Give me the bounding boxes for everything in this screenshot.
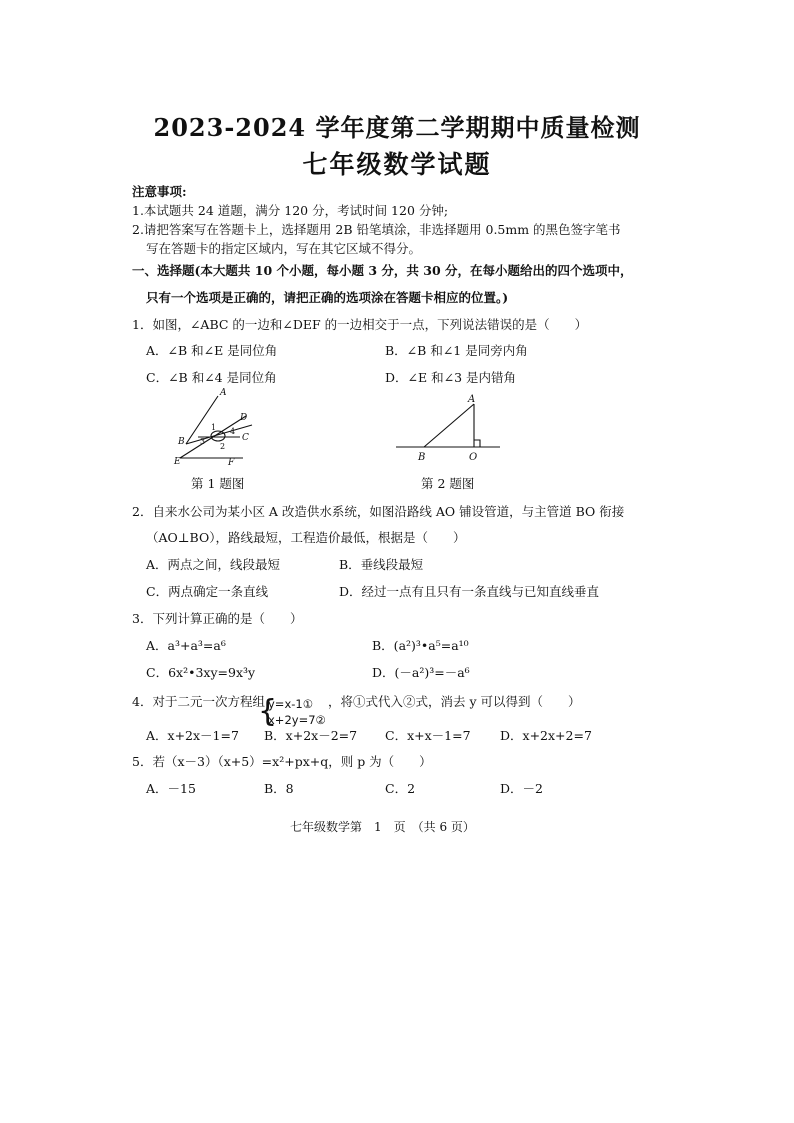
q5-option-d: D．－2 [500, 781, 543, 796]
q2-option-a: A．两点之间，线段最短 [146, 557, 281, 572]
note-2b: 写在答题卡的指定区域内，写在其它区域不得分。 [146, 241, 422, 256]
note-2a: 2.请把答案写在答题卡上，选择题用 2B 铅笔填涂，非选择题用 0.5mm 的黑色签字笔书 [132, 222, 621, 237]
section1-line1: 一、选择题(本大题共 10 个小题，每小题 3 分，共 30 分，在每小题给出的四个选项中， [132, 263, 633, 278]
fig1-angle-2: 2 [220, 442, 226, 451]
q5-stem: 5．若（x－3）（x+5）=x²+px+q，则 p 为（ ） [132, 754, 432, 769]
q3-option-a: A．a³+a³=a⁶ [146, 638, 226, 653]
figure-1-caption: 第 1 题图 [191, 476, 245, 491]
note-1: 1.本试题共 24 道题，满分 120 分，考试时间 120 分钟; [132, 203, 449, 218]
q5-option-b: B．8 [264, 781, 294, 796]
q4-option-c: C．x+x－1=7 [385, 728, 471, 743]
q1-option-c: C．∠B 和∠4 是同位角 [146, 370, 277, 385]
fig1-label-b: B [178, 437, 185, 447]
q2-option-c: C．两点确定一条直线 [146, 584, 269, 599]
q1-option-a: A．∠B 和∠E 是同位角 [146, 343, 278, 358]
q3-option-d: D．(－a²)³=－a⁶ [372, 665, 470, 680]
fig2-right-angle [474, 440, 480, 447]
q2-option-d: D．经过一点有且只有一条直线与已知直线垂直 [339, 584, 600, 599]
q4-equation-1: y=x-1① [268, 697, 314, 711]
exam-title: 2023-2024 学年度第二学期期中质量检测 [153, 113, 641, 142]
figure-2 [392, 390, 504, 466]
fig1-label-f: F [228, 458, 235, 466]
figure-2-caption: 第 2 题图 [421, 476, 475, 491]
q4-equation-2: x+2y=7② [268, 713, 326, 727]
q1-option-d: D．∠E 和∠3 是内错角 [385, 370, 516, 385]
q3-option-c: C．6x²•3xy=9x³y [146, 665, 256, 680]
fig1-angle-3: 3 [200, 437, 206, 446]
q3-option-b: B．(a²)³•a⁵=a¹⁰ [372, 638, 469, 653]
q4-system-brace: { [258, 694, 278, 729]
q2-stem-line2: （AO⊥BO），路线最短，工程造价最低，根据是（ ） [146, 530, 466, 545]
notes-heading: 注意事项: [132, 184, 187, 199]
fig1-label-d: D [240, 413, 248, 423]
section1-line2: 只有一个选项是正确的，请把正确的选项涂在答题卡相应的位置。) [146, 290, 509, 305]
q1-stem: 1．如图，∠ABC 的一边和∠DEF 的一边相交于一点，下列说法错误的是（ ） [132, 317, 588, 332]
fig1-label-e: E [174, 457, 181, 466]
fig1-label-a: A [220, 388, 227, 398]
q4-option-b: B．x+2x－2=7 [264, 728, 358, 743]
figure-1 [168, 386, 268, 466]
fig2-label-o: O [469, 452, 478, 463]
q2-stem-line1: 2．自来水公司为某小区 A 改造供水系统，如图沿路线 AO 铺设管道，与主管道 BO 衔接 [132, 504, 625, 519]
q4-stem-pre: 4．对于二元一次方程组 [132, 694, 265, 709]
q5-option-c: C．2 [385, 781, 416, 796]
fig2-line-ab [424, 404, 474, 447]
q1-option-b: B．∠B 和∠1 是同旁内角 [385, 343, 528, 358]
q3-stem: 3．下列计算正确的是（ ） [132, 611, 303, 626]
q4-option-d: D．x+2x+2=7 [500, 728, 592, 743]
fig2-label-a: A [468, 394, 476, 405]
fig2-label-b: B [418, 452, 426, 463]
fig1-angle-1: 1 [211, 423, 217, 432]
fig1-label-c: C [242, 433, 249, 443]
q5-option-a: A．－15 [146, 781, 196, 796]
fig1-angle-4: 4 [230, 427, 236, 436]
q4-option-a: A．x+2x－1=7 [146, 728, 239, 743]
exam-subtitle: 七年级数学试题 [302, 150, 492, 179]
q2-option-b: B．垂线段最短 [339, 557, 424, 572]
q4-stem-post: ，将①式代入②式，消去 y 可以得到（ ） [328, 694, 581, 709]
page-footer: 七年级数学第 1 页 （共 6 页） [290, 820, 475, 834]
